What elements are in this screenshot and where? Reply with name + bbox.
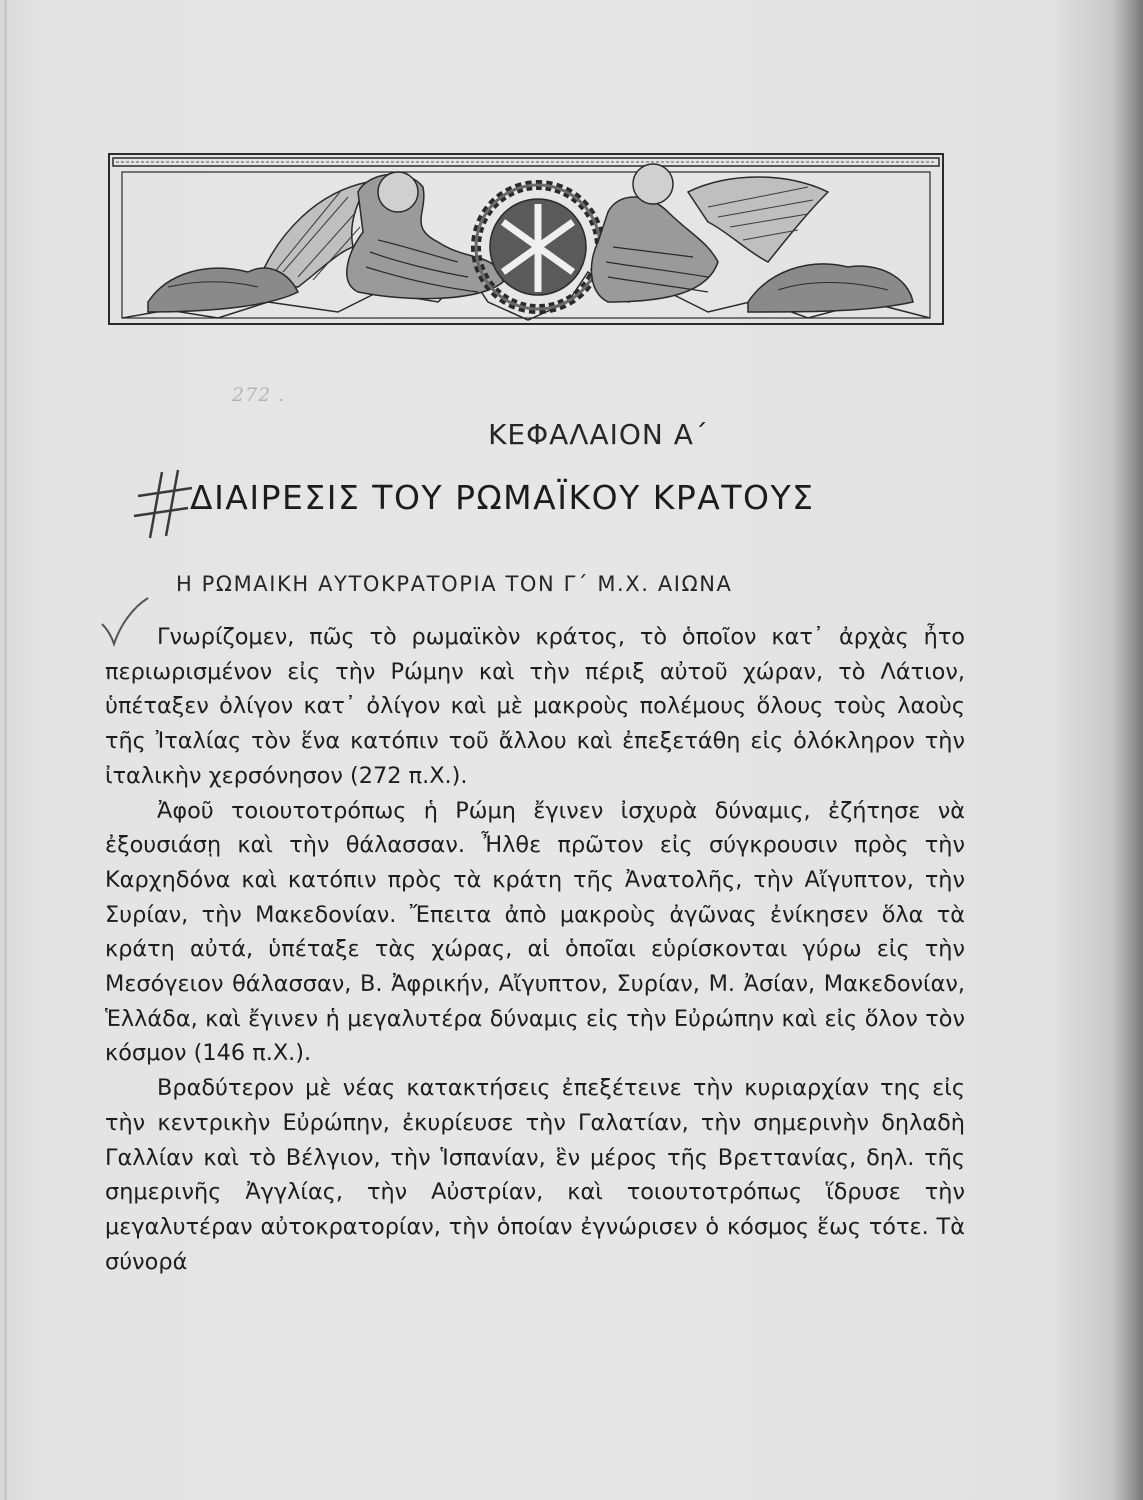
header-vignette (108, 152, 946, 327)
paragraph: Βραδύτερον μὲ νέας κατακτήσεις ἐπεξέτεινε τὴν κυριαρχίαν της εἰς τὴν κεντρικὴν Εὐρώπην, ἐκυρίευσε τὴν Γαλατίαν, τὴν σημερινὴν δηλαδὴ Γαλλίαν καὶ τὸ Βέλγιον, τὴν Ἱσπανίαν, ἓν μέρος τῆς Βρεττανίας, δηλ. τῆς σημερινῆς Ἀγγλίας, τὴν Αὐστρίαν, καὶ τοιουτοτρόπως ἵδρυσε τὴν μεγαλυτέραν αὐτοκρατορίαν, τὴν ὁποίαν ἐγνώρισεν ὁ κόσμος ἕως τότε. Τὰ σύνορά (105, 1075, 965, 1275)
hash-mark-icon (132, 468, 196, 542)
paragraph: Γνωρίζομεν, πῶς τὸ ρωμαϊκὸν κράτος, τὸ ὁποῖον κατ᾽ ἀρχὰς ἦτο περιωρισμένον εἰς τὴν Ρώμην καὶ τὴν πέριξ αὐτοῦ χώραν, τὸ Λάτιον, ὑπέταξεν ὀλίγον κατ᾽ ὀλίγον καὶ μὲ μακροὺς πολέμους ὅλους τοὺς λαοὺς τῆς Ἰταλίας τὸν ἕνα κατόπιν τοῦ ἄλλου καὶ ἐπεξετάθη εἰς ὁλόκληρον τὴν ἰταλικὴν χερσόνησον (272 π.Χ.). (105, 624, 965, 789)
page-gutter (4, 0, 7, 1500)
paragraph: Ἀφοῦ τοιουτοτρόπως ἡ Ρώμη ἔγινεν ἰσχυρὰ δύναμις, ἐζήτησε νὰ ἐξουσιάσῃ καὶ τὴν θάλασσαν. Ἦλθε πρῶτον εἰς σύγκρουσιν πρὸς τὴν Καρχηδόνα καὶ κατόπιν πρὸς τὰ κράτη τῆς Ἀνατολῆς, τὴν Αἴγυπτον, τὴν Συρίαν, τὴν Μακεδονίαν. Ἔπειτα ἀπὸ μακροὺς ἀγῶνας ἐνίκησεν ὅλα τὰ κράτη αὐτά, ὑπέταξε τὰς χώρας, αἱ ὁποῖαι εὑρίσκονται γύρω εἰς τὴν Μεσόγειον θάλασσαν, Β. Ἀφρικήν, Αἴγυπτον, Συρίαν, Μ. Ἀσίαν, Μακεδονίαν, Ἑλλάδα, καὶ ἔγινεν ἡ μεγαλυτέρα δύναμις εἰς τὴν Εὐρώπην καὶ εἰς ὅλον τὸν κόσμον (146 π.Χ.). (105, 797, 965, 1067)
chapter-label: ΚΕΦΑΛΑΙΟΝ Α΄ (488, 418, 709, 451)
section-heading: Η ΡΩΜΑΙΚΗ ΑΥΤΟΚΡΑΤΟΡΙΑ ΤΟΝ Γ΄ Μ.Χ. ΑΙΩΝΑ (176, 572, 733, 596)
pencil-annotation: 272 . (232, 384, 286, 406)
chapter-title: ΔΙΑΙΡΕΣΙΣ ΤΟΥ ΡΩΜΑΪΚΟΥ ΚΡΑΤΟΥΣ (190, 478, 815, 517)
page-edge-shadow (1113, 0, 1143, 1500)
body-text (105, 620, 965, 1279)
